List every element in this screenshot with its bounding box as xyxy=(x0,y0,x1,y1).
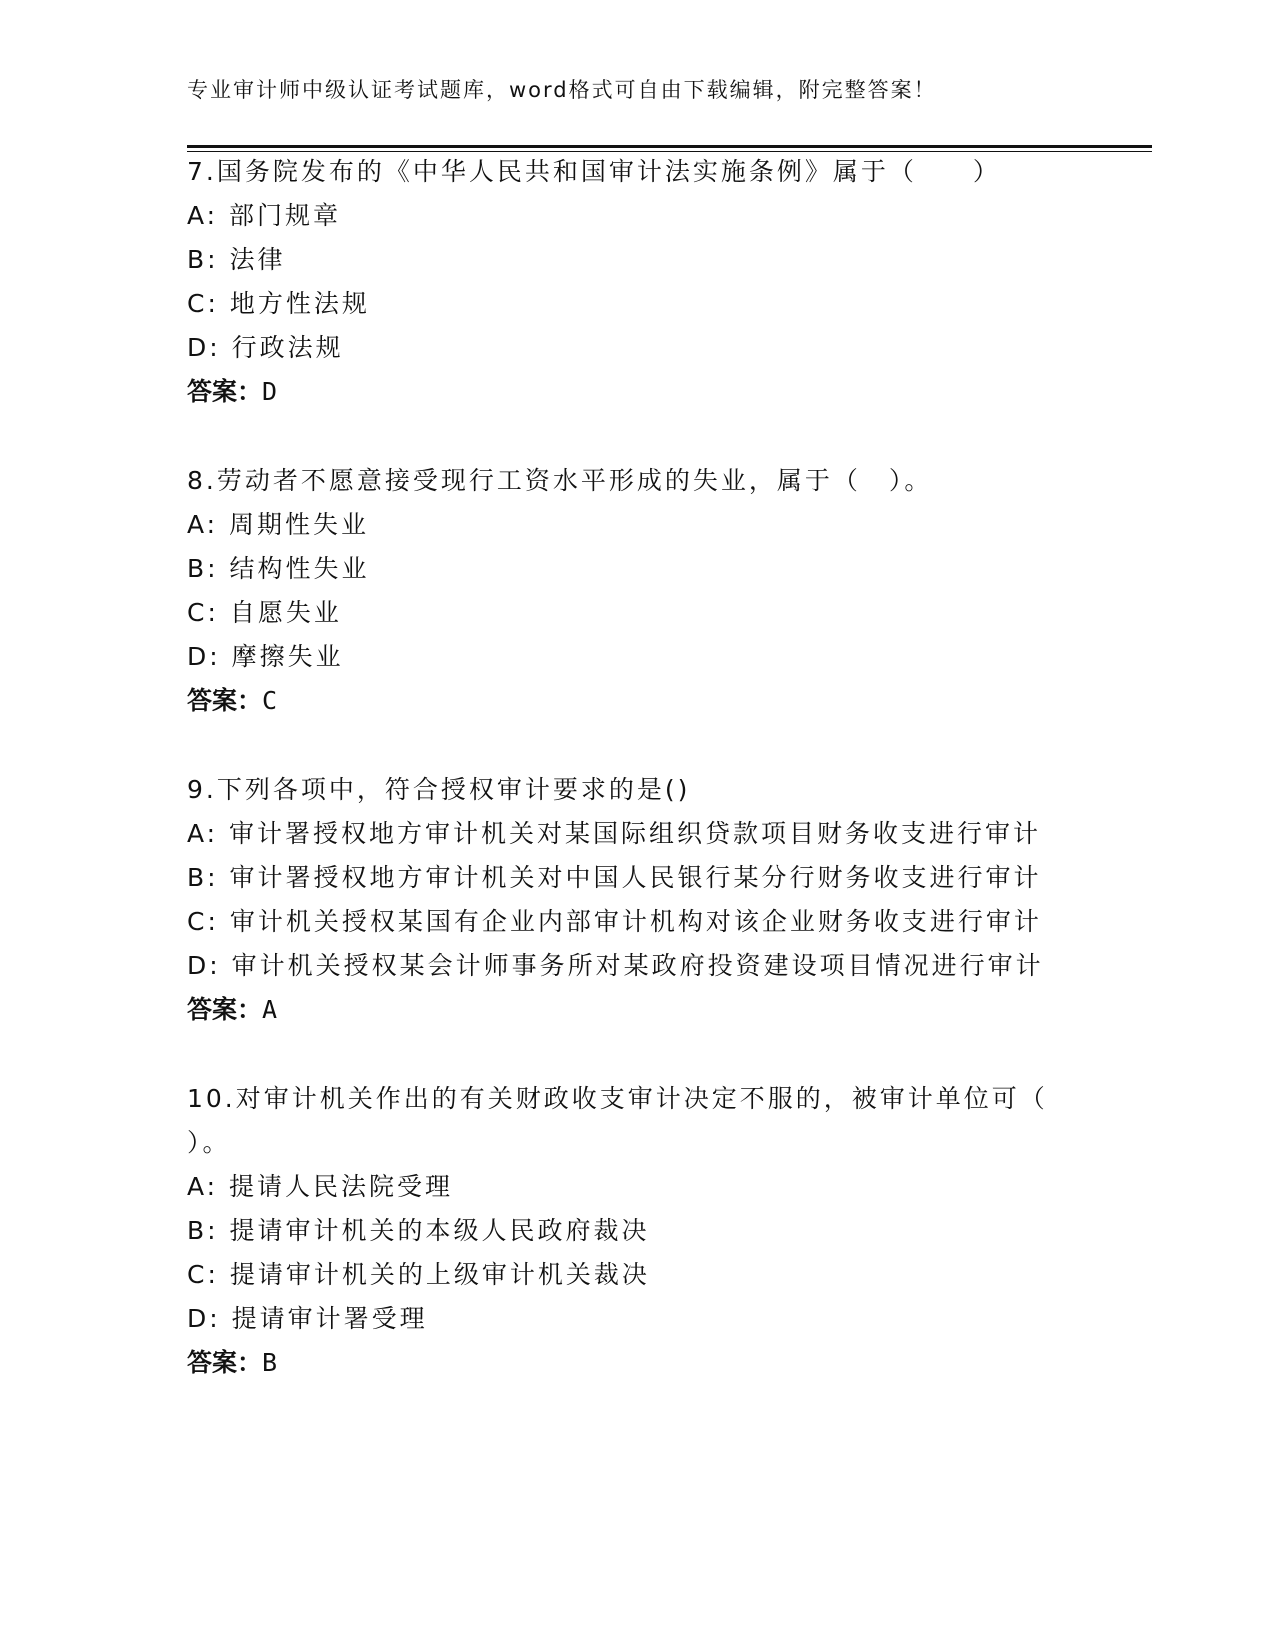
header-rule-thick xyxy=(187,145,1152,148)
question-10-option-a: A: 提请人民法院受理 xyxy=(187,1172,454,1201)
question-9-answer xyxy=(187,994,277,1026)
answer-label: 答案： xyxy=(187,1348,263,1377)
question-10-option-c: C: 提请审计机关的上级审计机关裁决 xyxy=(187,1260,650,1289)
question-7-answer xyxy=(187,376,277,408)
question-9-option-d: D: 审计机关授权某会计师事务所对某政府投资建设项目情况进行审计 xyxy=(187,951,1044,980)
answer-label: 答案： xyxy=(187,377,263,406)
question-9-option-c: C: 审计机关授权某国有企业内部审计机构对该企业财务收支进行审计 xyxy=(187,907,1042,936)
question-10-answer xyxy=(187,1347,277,1379)
answer-value: B xyxy=(262,1348,278,1377)
answer-value: C xyxy=(262,686,278,715)
header-rule-thin xyxy=(187,151,1152,152)
question-7-option-c: C: 地方性法规 xyxy=(187,289,370,318)
question-8-answer xyxy=(187,685,277,717)
question-9-option-b: B: 审计署授权地方审计机关对中国人民银行某分行财务收支进行审计 xyxy=(187,863,1042,892)
question-7-option-a: A: 部门规章 xyxy=(187,201,342,230)
answer-label: 答案： xyxy=(187,995,263,1024)
question-8-option-b: B: 结构性失业 xyxy=(187,554,370,583)
question-8-stem: 8.劳动者不愿意接受现行工资水平形成的失业，属于（ ）。 xyxy=(187,466,933,495)
question-7-option-b: B: 法律 xyxy=(187,245,286,274)
question-8-option-c: C: 自愿失业 xyxy=(187,598,342,627)
page-header: 专业审计师中级认证考试题库，word格式可自由下载编辑，附完整答案！ xyxy=(187,78,937,102)
question-7-option-d: D: 行政法规 xyxy=(187,333,344,362)
question-7-stem: 7.国务院发布的《中华人民共和国审计法实施条例》属于（ ） xyxy=(187,157,1001,186)
question-8-option-a: A: 周期性失业 xyxy=(187,510,370,539)
question-10-option-b: B: 提请审计机关的本级人民政府裁决 xyxy=(187,1216,650,1245)
question-9-option-a: A: 审计署授权地方审计机关对某国际组织贷款项目财务收支进行审计 xyxy=(187,819,1042,848)
question-8-option-d: D: 摩擦失业 xyxy=(187,642,344,671)
question-10-stem: 10.对审计机关作出的有关财政收支审计决定不服的，被审计单位可（ xyxy=(187,1084,1048,1113)
question-10-option-d: D: 提请审计署受理 xyxy=(187,1304,428,1333)
answer-label: 答案： xyxy=(187,686,263,715)
question-10-stem-continued: ）。 xyxy=(187,1128,231,1157)
question-9-stem: 9.下列各项中，符合授权审计要求的是() xyxy=(187,775,691,804)
answer-value: D xyxy=(262,377,278,406)
answer-value: A xyxy=(262,995,278,1024)
